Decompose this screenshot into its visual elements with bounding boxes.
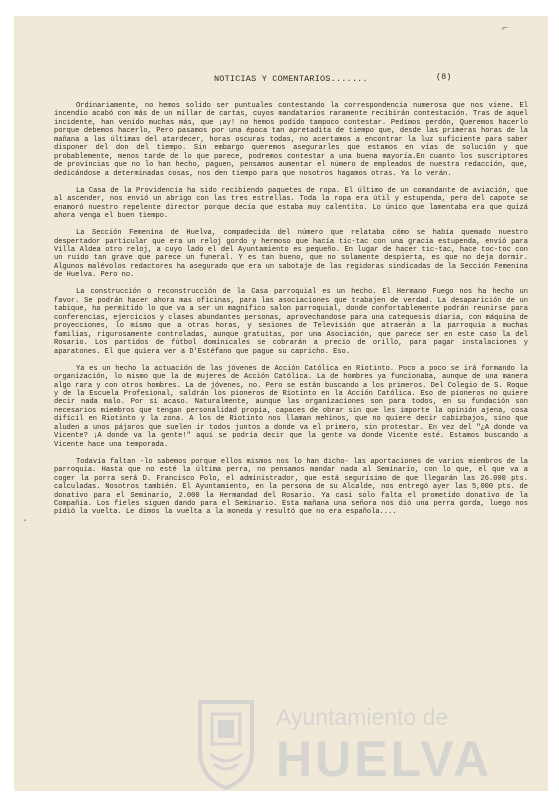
archive-watermark: [194, 696, 544, 791]
page-title: NOTICIAS Y COMENTARIOS.......: [214, 74, 368, 84]
watermark-line2: HUELVA: [276, 731, 493, 787]
paragraph-casa-parroquial: La construcción o reconstrucción de la Casa parroquial es un hecho. El Hermano Fuego nos ha hecho un favor. Se podrán hacer ahora mas oficinas, para las asociaciones que trabajen de verdad. La desaparición de un tabique, ha permitido lo que va a ser un magnífico salon parroquial, donde confortablemente podrán reunirse para conferencias, ejercicios y clases abundantes personas, aprovechandose para una catequesis diaria, con máquina de proyecciones, lo mismo que a otras horas, y sesiones de Televisión que atraerán a la parroquia a muchas familias, rigurosamente controladas, aunque gratuitas, por una Asociación, que parece ser en este caso la del Rosario. Los partidos de fútbol dominicales se cobrarán a precio de orillo, para pagar instalaciones y aparatones. El que quiera ver a D'Estéfano que pague su capricho. Eso.: [54, 288, 528, 356]
document-body: [54, 102, 528, 526]
paragraph-correspondence: Ordinariamente, no hemos solido ser puntuales contestando la correspondencia numerosa que nos viene. El incendio acabó con más de un millar de cartas, cuyos mandatarios raramente recibirán contestación. Tras de aquel incidente, han venido muchas más, que ¡ay! no hemos podido tampoco contestar. Pedimos perdón, Queremos hacerlo porque debemos hacerlo, Pero pasamos por una época tan apretadita de tiempo que, desde las primeras horas de la mañana a las últimas del atardecer, horas oscuras todas, no acertamos a encontrar la luz suficiente para saber disponer del don del tiempo. Sin embargo queremos asegurarles que estamos en vías de solución y que probablemente, menos tarde de lo que parece, podremos contestar a una buena mayoría.En cuanto los suscriptores de provincias que no lo han hecho, paguen, pensamos aumentar el número de empleados de nuestra redacción, que, dedicándose a determinadas cosas, nos den tiempo para que nosotros hagamos otras. Ya lo verán.: [54, 102, 528, 178]
document-page: [14, 16, 548, 791]
city-shield-icon: [194, 698, 258, 790]
page-number: (8): [436, 72, 452, 82]
paragraph-seccion-femenina: La Sección Femenina de Huelva, compadecida del número que relataba cómo se había quemado nuestro despertador particular que era un reloj gordo y hermoso que hacía tic-tac con una gracia estupenda, envió para Villa Aldea otro reloj, a cuyo lado el del Ayuntamiento es pequeño. En lugar de hacer tic-tac, hace toc-toc con un ruido tan grave que parece un funeral. Y es tan bueno, que no solamente despierta, es que no deja dormir. Algunos malévolos redactores ha asegurado que era un sabotaje de las regidoras sindicadas de la Sección Femenina de Huelva. Pero no.: [54, 229, 528, 280]
margin-mark-left: ·: [22, 516, 29, 527]
paragraph-casa-providencia: La Casa de la Providencia ha sido recibiendo paquetes de ropa. El último de un comandante de aviación, que al ascender, nos envió un abrigo con las tres estrellas. Toda la ropa era útil y estupenda, pero del capote se enamoró nuestro repelente director porque decía que estaba muy calentito. Lo único que lamentaba era que quizá ahora venga el buen tiempo.: [54, 186, 528, 221]
watermark-line1: Ayuntamiento de: [276, 704, 449, 730]
paragraph-accion-catolica: Ya es un hecho la actuación de las jóvenes de Acción Católica en Riotinto. Poco a poco se irá formando la organización, lo mismo que la de mujeres de Acción Católica. La de hombres ya funcionaba, aunque de una manera algo rara y con otros hombres. La de jóvenes, no. Pero se están buscando a los primeros. Del Colegio de S. Roque y de la Escuela Profesional, saldrán los pioneros de Riotinto en la Acción Católica. Eso de pioneros no quiere decir nada malo. Por si acaso. Naturalmente, aunque las organizaciones son para todos, en su fundación son necesarios miembros que tengan personalidad propia, capaces de obrar sin que les importe la opinión ajena, cosa difícil en Riotinto y la zona. A los de Riotinto nos llaman mehinos, que no quiere decir cabizbajos, sino que aluden a unos pájaros que suelen ir todos juntos a donde va el primero, sin protestar. En vez del "¿A donde va Vicente? ¡A donde va la gente!" aquí se podría decir que la gente va donde Vicente esté. Estamos buscando a Vicente hace una temporada.: [54, 364, 528, 449]
margin-mark-top-right: ⌐: [502, 24, 509, 35]
paragraph-seminario: Todavía faltan -lo sabemos porque ellos mismos nos lo han dicho- las aportaciones de varios miembros de la parroquia. Hasta que no esté la última perra, no pensamos mandar nada al Seminario, con lo que, el que va a coger la porra será D. Francisco Polo, el administrador, que está segurísimo de que llegarán las 26.000 pts. calculadas. Nosotros también. El Ayuntamiento, en la persona de su Alcalde, nos entregó ayer las 5,000 pts. de donativo para el Seminario, 2.000 la Hermandad del Rosario. Ya casi solo falta el prometido donativo de la Compañía. Los fieles siguen dando para el Seminario. Esta mañana una señora nos dió una perra gorda, luego nos pidió la vuelta. Le dimos la vuelta a la moneda y resultó que no era española....: [54, 457, 528, 517]
